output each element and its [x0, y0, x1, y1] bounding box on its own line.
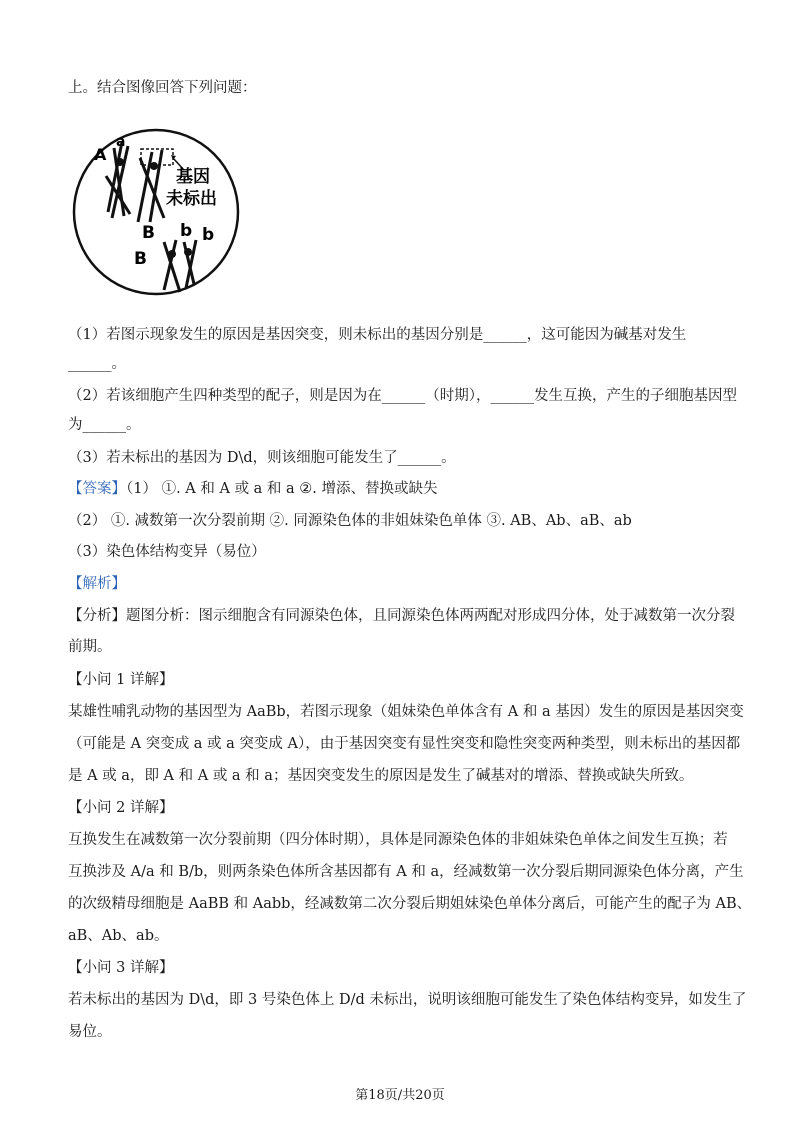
- centromere: [184, 248, 192, 256]
- page-footer: 第18页/共20页: [355, 1088, 445, 1103]
- subquestion-2-para-3: 的次级精母细胞是 AaBB 和 Aabb，经减数第二次分裂后期姐妹染色单体分离后，可能产生的配子为 AB、: [68, 896, 752, 912]
- gene-label-a: a: [116, 134, 126, 150]
- question-1-line-2: ______。: [68, 356, 126, 372]
- answer-1-text: （1） ①. A 和 A 或 a 和 a ②. 增添、替换或缺失: [126, 481, 438, 497]
- subquestion-1-heading: 【小问 1 详解】: [68, 672, 174, 688]
- unlabeled-gene-box: [141, 149, 173, 165]
- chromosome-pair-lower: [164, 240, 196, 292]
- question-1-line-1: （1）若图示现象发生的原因是基因突变，则未标出的基因分别是______，这可能因为碱基对发生: [68, 327, 687, 343]
- subquestion-1-para-3: 是 A 或 a，即 A 和 A 或 a 和 a；基因突变发生的原因是发生了碱基对的增添、替换或缺失所致。: [68, 768, 694, 784]
- subquestion-2-heading: 【小问 2 详解】: [68, 800, 174, 816]
- subquestion-2-para-4: aB、Ab、ab。: [68, 928, 169, 944]
- centromere: [150, 162, 158, 170]
- figure-label-unlabeled: 未标出: [166, 189, 217, 209]
- gene-label-b-left: b: [180, 221, 193, 241]
- subquestion-2-para-2: 互换涉及 A/a 和 B/b，则两条染色体所含基因都有 A 和 a，经减数第一次分裂后期同源染色体分离，产生: [68, 864, 744, 880]
- analysis-fenxi-line-1: [68, 606, 735, 626]
- subquestion-1-para-2: （可能是 A 突变成 a 或 a 突变成 A），由于基因突变有显性突变和隐性突变两种类型，则未标出的基因都: [68, 736, 741, 752]
- fenxi-text: 题图分析：图示细胞含有同源染色体，且同源染色体两两配对形成四分体，处于减数第一次分裂: [126, 608, 735, 624]
- answer-label: 【答案】: [68, 481, 126, 497]
- fenxi-label: 【分析】: [68, 608, 126, 624]
- gene-label-A: A: [94, 145, 107, 164]
- figure-label-gene: 基因: [176, 167, 210, 187]
- chromosome-pair-upper: [106, 142, 164, 222]
- answer-line-1: [68, 479, 438, 499]
- question-3: （3）若未标出的基因为 D\d，则该细胞可能发生了______。: [68, 450, 456, 466]
- answer-2-text: （2） ①. 减数第一次分裂前期 ②. 同源染色体的非姐妹染色单体 ③. AB、Ab、aB、ab: [68, 513, 632, 529]
- analysis-fenxi-line-2: 前期。: [68, 639, 112, 655]
- centromere: [116, 158, 124, 166]
- cell-diagram: [68, 122, 248, 302]
- question-2-line-1: （2）若该细胞产生四种类型的配子，则是因为在______（时期），______发生互换，产生的子细胞基因型: [68, 388, 737, 404]
- subquestion-1-para-1: 某雄性哺乳动物的基因型为 AaBb，若图示现象（姐妹染色单体含有 A 和 a 基因）发生的原因是基因突变: [68, 704, 744, 720]
- subquestion-3-para-2: 易位。: [68, 1024, 112, 1040]
- subquestion-2-para-1: 互换发生在减数第一次分裂前期（四分体时期），具体是同源染色体的非姐妹染色单体之间发生互换；若: [68, 832, 728, 848]
- gene-label-B-lower: B: [134, 249, 147, 269]
- analysis-label: 【解析】: [68, 576, 126, 592]
- subquestion-3-para-1: 若未标出的基因为 D\d，即 3 号染色体上 D/d 未标出，说明该细胞可能发生了染色体结构变异，如发生了: [68, 992, 747, 1008]
- arrowhead: [171, 155, 176, 160]
- question-2-line-2: 为______。: [68, 417, 141, 433]
- intro-text: 上。结合图像回答下列问题：: [68, 80, 257, 96]
- gene-label-b-right: b: [202, 225, 215, 245]
- subquestion-3-heading: 【小问 3 详解】: [68, 960, 174, 976]
- answer-3-text: （3）染色体结构变异（易位）: [68, 544, 266, 560]
- centromere: [168, 250, 176, 258]
- gene-label-B-upper: B: [142, 223, 155, 243]
